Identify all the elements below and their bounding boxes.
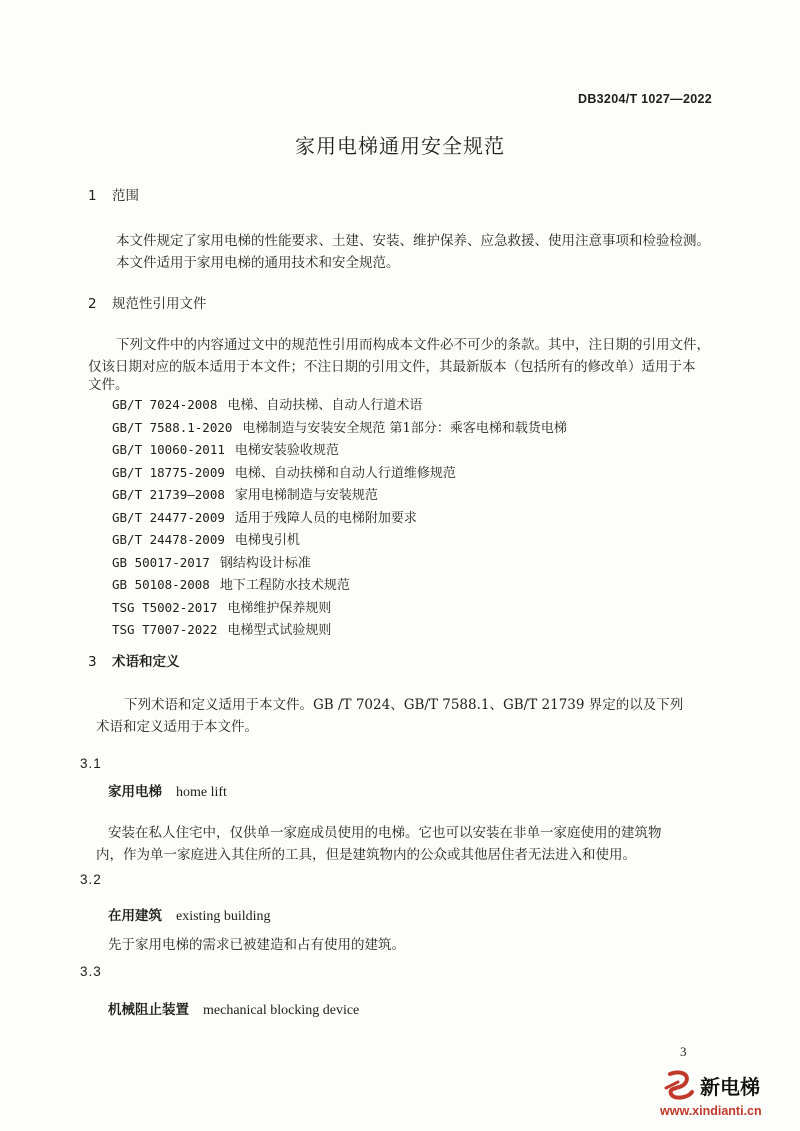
reference-code: GB/T 24477-2009 [112,509,225,525]
reference-code: GB/T 18775-2009 [112,464,225,480]
section-2-intro-line-3: 文件。 [88,377,129,393]
reference-code: GB/T 7024-2008 [112,397,218,412]
standard-code: DB3204/T 1027—2022 [578,92,712,106]
section-1-number: 1 [88,188,97,204]
term-zh: 机械阻止装置 [108,1002,189,1018]
reference-item [112,597,567,620]
section-2-intro-line-2: 仅该日期对应的版本适用于本文件；不注日期的引用文件，其最新版本（包括所有的修改单）适用于本 [88,359,696,375]
term-en: home lift [176,785,227,800]
section-3-number: 3 [88,654,97,670]
reference-title: 电梯、自动扶梯和自动人行道维修规范 [234,465,456,481]
section-1-title: 范围 [112,188,139,204]
reference-list [112,394,567,642]
clause-3-2-number: 3.2 [80,872,102,887]
reference-title: 电梯维护保养规则 [227,600,332,616]
reference-item [112,574,567,597]
term-en: mechanical blocking device [203,1003,360,1018]
reference-code: TSG T5002-2017 [112,599,218,615]
clause-3-1-term [108,780,227,801]
clause-3-1-definition-line-1: 安装在私人住宅中，仅供单一家庭成员使用的电梯。它也可以安装在非单一家庭使用的建筑物 [108,825,662,841]
section-3-title: 术语和定义 [112,654,180,670]
section-3-intro-line-2: 术语和定义适用于本文件。 [96,719,258,735]
section-1-paragraph-1: 本文件规定了家用电梯的性能要求、土建、安装、维护保养、应急救援、使用注意事项和检验检测。 [116,233,710,249]
reference-item [112,507,567,530]
reference-code: GB 50017-2017 [112,554,210,570]
reference-code: GB/T 21739—2008 [112,487,225,502]
reference-item [112,417,567,440]
reference-code: GB/T 24478-2009 [112,532,225,547]
reference-item [112,462,567,485]
watermark-url: www.xindianti.cn [660,1104,762,1118]
reference-item [112,394,567,417]
clause-3-3-number: 3.3 [80,964,102,979]
reference-item [112,552,567,575]
clause-3-1-number: 3.1 [80,756,102,771]
reference-code: GB 50108-2008 [112,577,210,592]
document-title: 家用电梯通用安全规范 [295,134,505,158]
reference-title: 电梯、自动扶梯、自动人行道术语 [227,398,423,413]
section-1-heading [88,184,139,204]
reference-title: 地下工程防水技术规范 [219,578,350,593]
section-2-number: 2 [88,296,97,312]
reference-title: 电梯安装验收规范 [234,443,339,458]
elevator-brand-icon [662,1068,696,1102]
reference-item [112,439,567,462]
term-zh: 家用电梯 [108,784,162,800]
clause-3-2-term [108,904,271,925]
reference-item [112,484,567,507]
section-2-intro-line-1: 下列文件中的内容通过文中的规范性引用而构成本文件必不可少的条款。其中，注日期的引用文件， [116,337,710,353]
section-2-title: 规范性引用文件 [112,296,207,312]
watermark-logo [662,1068,760,1102]
reference-title: 家用电梯制造与安装规范 [234,488,378,503]
clause-3-2-definition-line-1: 先于家用电梯的需求已被建造和占有使用的建筑。 [108,937,405,953]
reference-title: 电梯制造与安装安全规范 第1部分：乘客电梯和载货电梯 [242,420,567,436]
term-en: existing building [176,909,271,924]
reference-title: 钢结构设计标准 [219,555,311,571]
reference-title: 电梯型式试验规则 [227,623,332,638]
reference-code: TSG T7007-2022 [112,622,218,637]
section-3-intro-line-1: 下列术语和定义适用于本文件。GB /T 7024、GB/T 7588.1、GB/T 21739 界定的以及下列 [124,697,684,713]
section-3-heading [88,650,180,670]
page-number: 3 [680,1044,687,1059]
reference-item [112,529,567,552]
term-zh: 在用建筑 [108,908,162,924]
reference-code: GB/T 7588.1-2020 [112,419,233,435]
watermark-brand: 新电梯 [700,1074,760,1099]
reference-code: GB/T 10060-2011 [112,442,225,457]
clause-3-1-definition-line-2: 内，作为单一家庭进入其住所的工具，但是建筑物内的公众或其他居住者无法进入和使用。 [96,847,636,863]
reference-item [112,619,567,642]
clause-3-3-term [108,998,359,1019]
section-2-heading [88,292,207,312]
reference-title: 适用于残障人员的电梯附加要求 [234,510,417,526]
reference-title: 电梯曳引机 [234,533,300,548]
section-1-paragraph-2: 本文件适用于家用电梯的通用技术和安全规范。 [116,255,400,271]
